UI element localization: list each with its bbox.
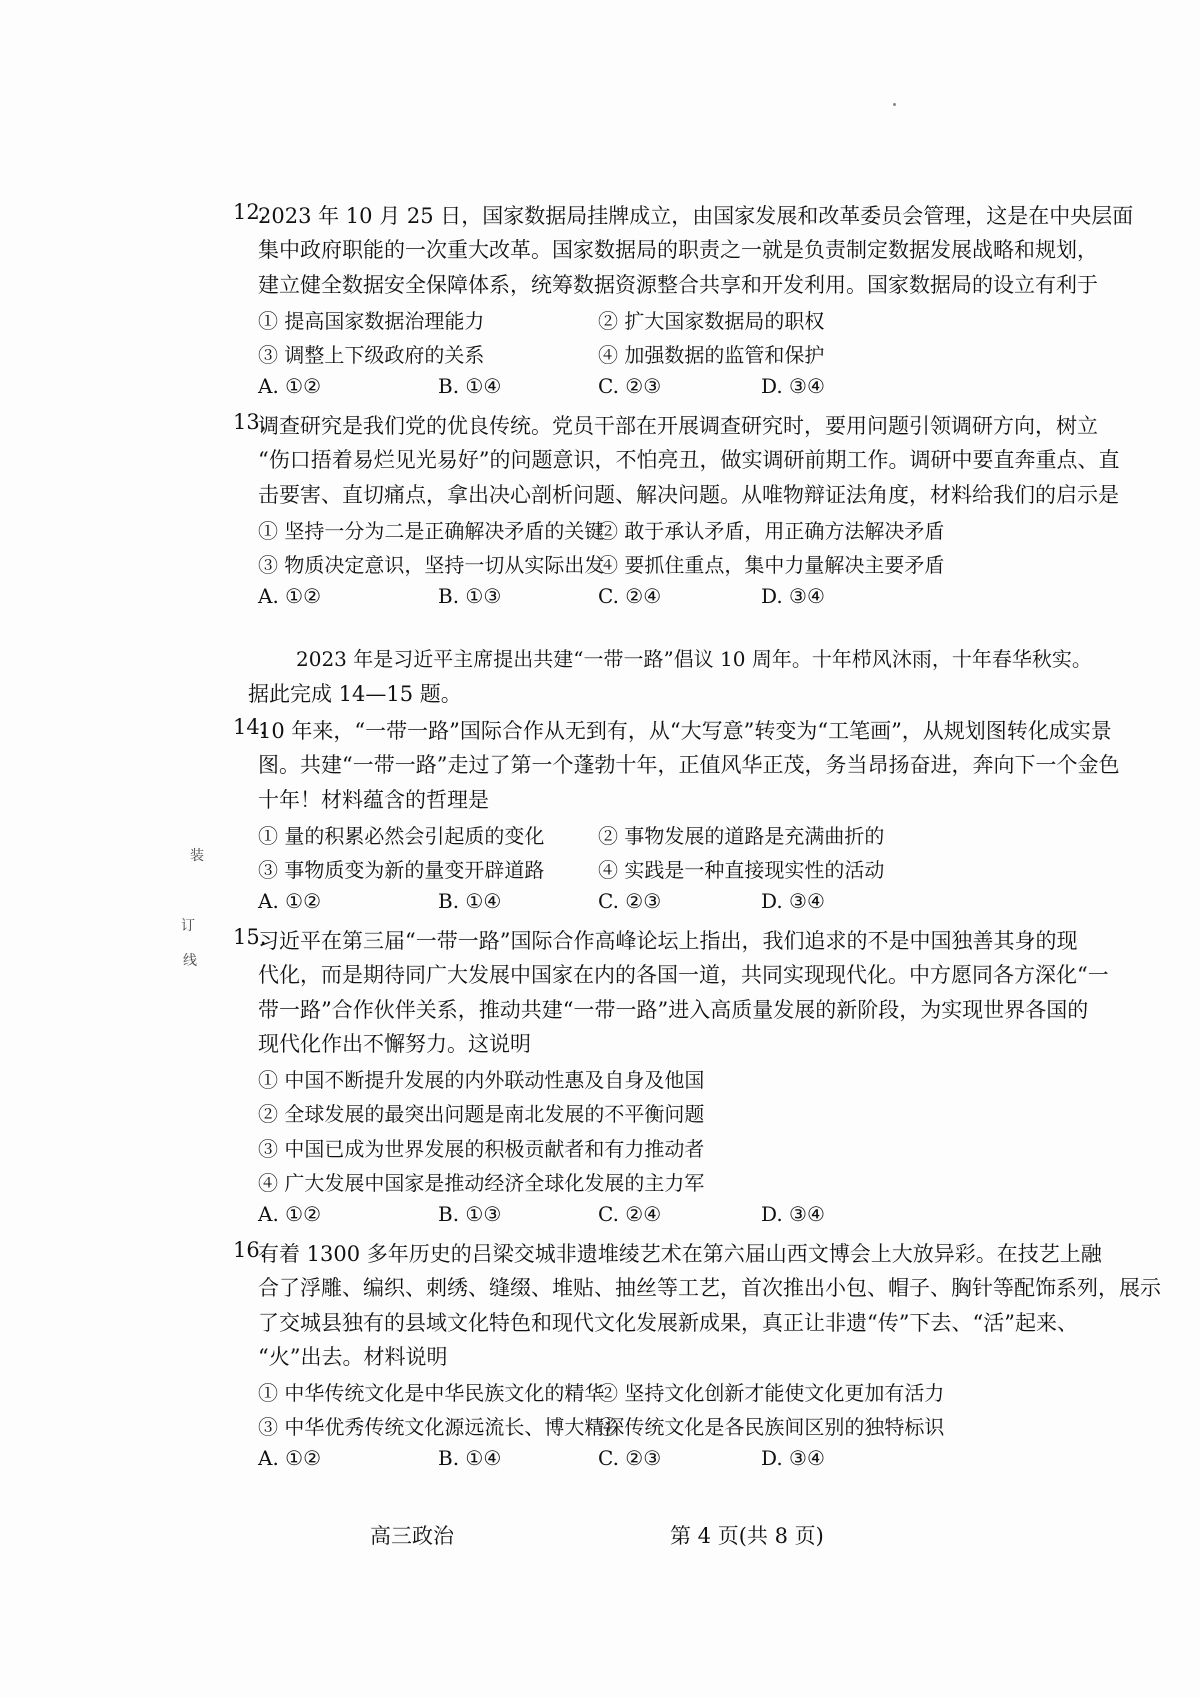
statement-item: ② 全球发展的最突出问题是南北发展的不平衡问题 — [258, 1102, 705, 1126]
intro-text-line: 2023 年是习近平主席提出共建“一带一路”倡议 10 周年。十年栉风沐雨，十年春华秋实。 — [296, 647, 1092, 671]
question-text-line: 十年！材料蕴含的哲理是 — [258, 788, 489, 812]
statement-item: ③ 事物质变为新的量变开辟道路 — [258, 858, 545, 882]
answer-choice-b: B. ①④ — [438, 374, 502, 398]
question-text-line: 2023 年 10 月 25 日，国家数据局挂牌成立，由国家发展和改革委员会管理，这是在中央层面 — [258, 204, 1134, 228]
statement-item: ② 事物发展的道路是充满曲折的 — [598, 824, 885, 848]
footer-page-number: 第 4 页(共 8 页) — [670, 1524, 824, 1548]
answer-choice-a: A. ①② — [258, 1202, 322, 1226]
answer-choice-a: A. ①② — [258, 1446, 322, 1470]
answer-choice-b: B. ①④ — [438, 889, 502, 913]
answer-choice-c: C. ②③ — [598, 374, 662, 398]
question-text-line: 击要害、直切痛点，拿出决心剖析问题、解决问题。从唯物辩证法角度，材料给我们的启示是 — [258, 483, 1119, 507]
answer-choice-c: C. ②③ — [598, 1446, 662, 1470]
question-text-line: 图。共建“一带一路”走过了第一个蓬勃十年，正值风华正茂，务当昂扬奋进，奔向下一个金色 — [258, 753, 1120, 777]
question-text-line: 代化，而是期待同广大发展中国家在内的各国一道，共同实现现代化。中方愿同各方深化“一 — [258, 963, 1109, 987]
binding-margin-mark: 订 — [181, 918, 195, 934]
answer-choice-b: B. ①③ — [438, 584, 502, 608]
answer-choice-c: C. ②④ — [598, 1202, 662, 1226]
question-text-line: 有着 1300 多年历史的吕梁交城非遗堆绫艺术在第六届山西文博会上大放异彩。在技艺上融 — [258, 1242, 1102, 1266]
statement-item: ④ 传统文化是各民族间区别的独特标识 — [598, 1415, 945, 1439]
question-text-line: 建立健全数据安全保障体系，统筹数据资源整合共享和开发利用。国家数据局的设立有利于 — [258, 273, 1098, 297]
statement-item: ③ 中国已成为世界发展的积极贡献者和有力推动者 — [258, 1137, 705, 1161]
statement-item: ④ 广大发展中国家是推动经济全球化发展的主力军 — [258, 1171, 705, 1195]
question-text-line: 调查研究是我们党的优良传统。党员干部在开展调查研究时，要用问题引领调研方向，树立 — [258, 414, 1098, 438]
question-number: 13. — [233, 410, 267, 434]
statement-item: ③ 调整上下级政府的关系 — [258, 343, 485, 367]
question-text-line: 了交城县独有的县域文化特色和现代文化发展新成果，真正让非遗“传”下去、“活”起来、 — [258, 1311, 1078, 1335]
statement-item: ① 中华传统文化是中华民族文化的精华 — [258, 1381, 605, 1405]
answer-choice-a: A. ①② — [258, 584, 322, 608]
question-text-line: 习近平在第三届“一带一路”国际合作高峰论坛上指出，我们追求的不是中国独善其身的现 — [258, 929, 1078, 953]
question-text-line: 10 年来，“一带一路”国际合作从无到有，从“大写意”转变为“工笔画”，从规划图转化成实景 — [258, 719, 1112, 743]
statement-item: ② 扩大国家数据局的职权 — [598, 309, 825, 333]
answer-choice-d: D. ③④ — [761, 1202, 825, 1226]
statement-item: ① 提高国家数据治理能力 — [258, 309, 485, 333]
answer-choice-d: D. ③④ — [761, 889, 825, 913]
question-number: 12. — [233, 200, 267, 224]
answer-choice-c: C. ②③ — [598, 889, 662, 913]
question-text-line: “火”出去。材料说明 — [258, 1345, 448, 1369]
question-number: 16. — [233, 1238, 267, 1262]
statement-item: ① 量的积累必然会引起质的变化 — [258, 824, 545, 848]
answer-choice-d: D. ③④ — [761, 374, 825, 398]
question-number: 14. — [233, 715, 267, 739]
answer-choice-d: D. ③④ — [761, 1446, 825, 1470]
question-text-line: 现代化作出不懈努力。这说明 — [258, 1032, 531, 1056]
statement-item: ④ 要抓住重点，集中力量解决主要矛盾 — [598, 553, 945, 577]
answer-choice-b: B. ①④ — [438, 1446, 502, 1470]
scan-speck — [893, 103, 896, 106]
binding-margin-mark: 装 — [190, 848, 204, 864]
statement-item: ② 坚持文化创新才能使文化更加有活力 — [598, 1381, 945, 1405]
question-text-line: 集中政府职能的一次重大改革。国家数据局的职责之一就是负责制定数据发展战略和规划， — [258, 238, 1098, 262]
statement-item: ④ 加强数据的监管和保护 — [598, 343, 825, 367]
question-text-line: 带一路”合作伙伴关系，推动共建“一带一路”进入高质量发展的新阶段，为实现世界各国的 — [258, 998, 1089, 1022]
answer-choice-b: B. ①③ — [438, 1202, 502, 1226]
statement-item: ② 敢于承认矛盾，用正确方法解决矛盾 — [598, 519, 945, 543]
intro-text-line: 据此完成 14—15 题。 — [248, 682, 462, 706]
question-number: 15. — [233, 925, 267, 949]
question-text-line: “伤口捂着易烂见光易好”的问题意识，不怕亮丑，做实调研前期工作。调研中要直奔重点、直 — [258, 448, 1120, 472]
answer-choice-c: C. ②④ — [598, 584, 662, 608]
statement-item: ① 坚持一分为二是正确解决矛盾的关键 — [258, 519, 605, 543]
statement-item: ③ 物质决定意识，坚持一切从实际出发 — [258, 553, 605, 577]
binding-margin-mark: 线 — [183, 953, 197, 969]
statement-item: ③ 中华优秀传统文化源远流长、博大精深 — [258, 1415, 625, 1439]
answer-choice-a: A. ①② — [258, 374, 322, 398]
answer-choice-a: A. ①② — [258, 889, 322, 913]
statement-item: ① 中国不断提升发展的内外联动性惠及自身及他国 — [258, 1068, 705, 1092]
footer-subject: 高三政治 — [370, 1524, 454, 1548]
answer-choice-d: D. ③④ — [761, 584, 825, 608]
question-text-line: 合了浮雕、编织、刺绣、缝缀、堆贴、抽丝等工艺，首次推出小包、帽子、胸针等配饰系列，展示 — [258, 1276, 1161, 1300]
statement-item: ④ 实践是一种直接现实性的活动 — [598, 858, 885, 882]
